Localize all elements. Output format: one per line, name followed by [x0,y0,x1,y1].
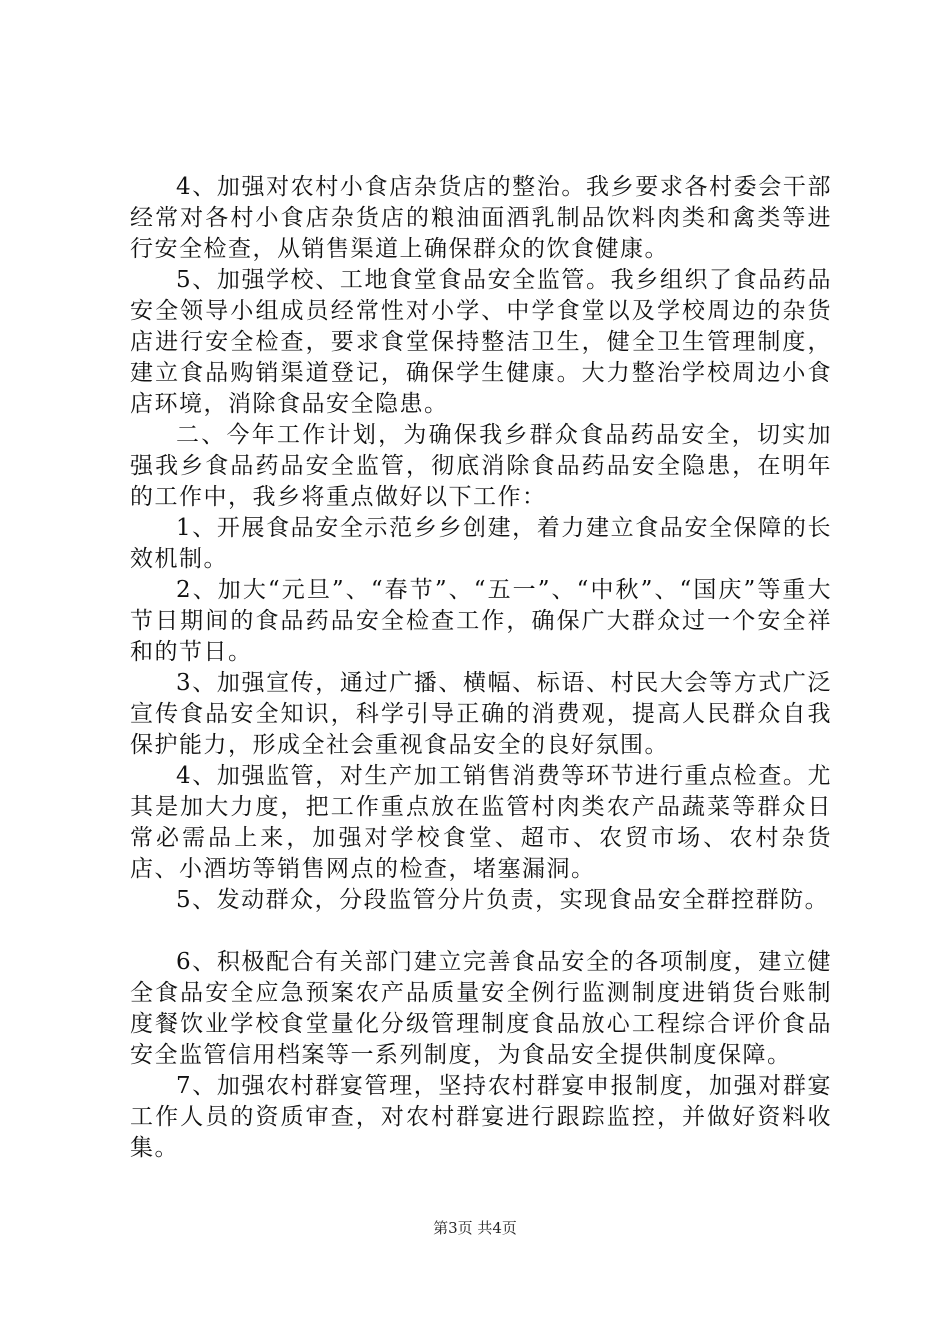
document-body [130,172,832,1164]
paragraph-spacer [130,916,832,947]
paragraph-plan-7: 7、加强农村群宴管理，坚持农村群宴申报制度，加强对群宴工作人员的资质审查，对农村群宴进行跟踪监控，并做好资料收集。 [130,1073,832,1161]
paragraph-section-2-work-plan: 二、今年工作计划，为确保我乡群众食品药品安全，切实加强我乡食品药品安全监管，彻底消除食品药品安全隐患，在明年的工作中，我乡将重点做好以下工作： [130,422,832,510]
paragraph-plan-6: 6、积极配合有关部门建立完善食品安全的各项制度，建立健全食品安全应急预案农产品质量安全例行监测制度进销货台账制度餐饮业学校食堂量化分级管理制度食品放心工程综合评价食品安全监管信用档案等一系列制度，为食品安全提供制度保障。 [130,949,832,1068]
paragraph-item-5-canteen-supervision: 5、加强学校、工地食堂食品安全监管。我乡组织了食品药品安全领导小组成员经常性对小学、中学食堂以及学校周边的杂货店进行安全检查，要求食堂保持整洁卫生，健全卫生管理制度，建立食品购销渠道登记，确保学生健康。大力整治学校周边小食店环境，消除食品安全隐患。 [130,267,832,417]
paragraph-plan-3: 3、加强宣传，通过广播、横幅、标语、村民大会等方式广泛宣传食品安全知识，科学引导正确的消费观，提高人民群众自我保护能力，形成全社会重视食品安全的良好氛围。 [130,670,832,758]
paragraph-plan-1: 1、开展食品安全示范乡乡创建，着力建立食品安全保障的长效机制。 [130,515,832,572]
page-number-footer: 第3页 共4页 [433,1219,517,1237]
paragraph-plan-2: 2、加大“元旦”、“春节”、“五一”、“中秋”、“国庆”等重大节日期间的食品药品安全检查工作，确保广大群众过一个安全祥和的节日。 [130,577,832,665]
paragraph-plan-5: 5、发动群众，分段监管分片负责，实现食品安全群控群防。 [176,887,830,913]
paragraph-item-4-rural-shops: 4、加强对农村小食店杂货店的整治。我乡要求各村委会干部经常对各村小食店杂货店的粮油面酒乳制品饮料肉类和禽类等进行安全检查，从销售渠道上确保群众的饮食健康。 [130,174,832,262]
paragraph-plan-4: 4、加强监管，对生产加工销售消费等环节进行重点检查。尤其是加大力度，把工作重点放在监管村肉类农产品蔬菜等群众日常必需品上来，加强对学校食堂、超市、农贸市场、农村杂货店、小酒坊等销售网点的检查，堵塞漏洞。 [130,763,832,882]
